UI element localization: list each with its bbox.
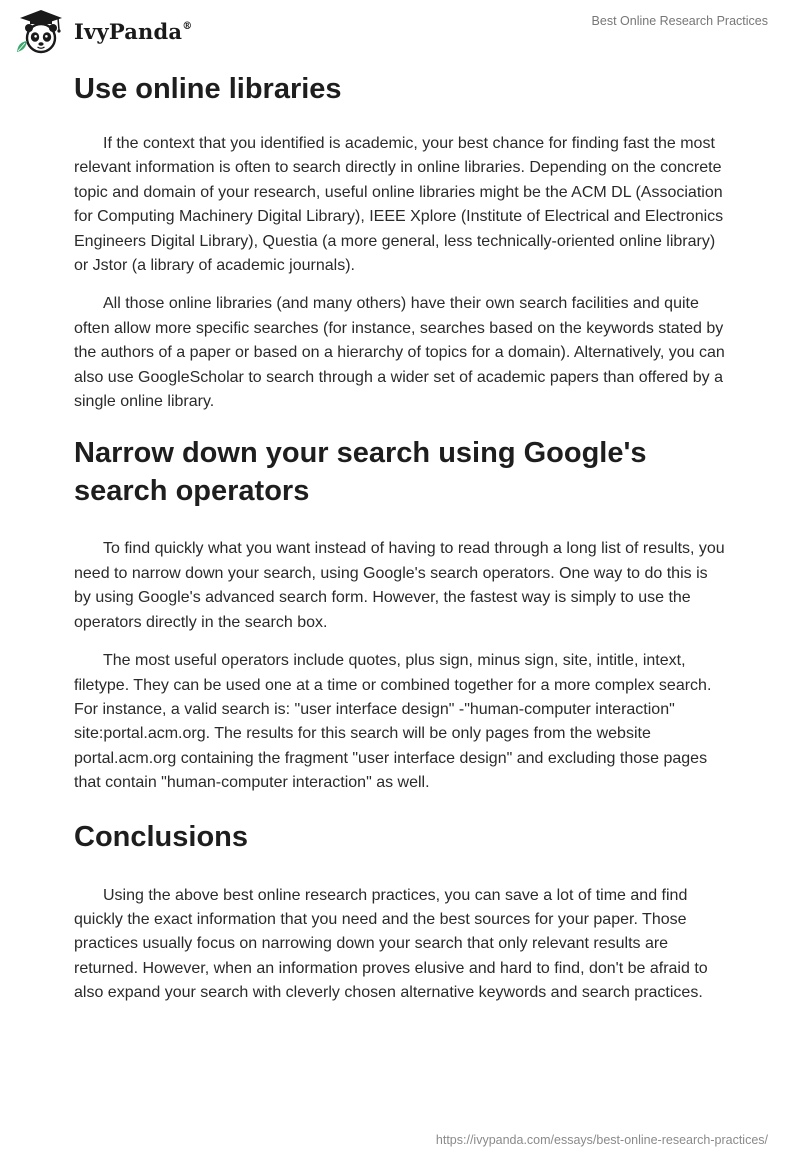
paragraph: If the context that you identified is academic, your best chance for finding fast the most relevant information is often to search directly in online libraries. Depending on the concrete topic and domain of your research, useful online libraries might be the ACM DL (Association for Computing Machinery Digital Library), IEEE Xplore (Institute of Electrical and Electronics Engineers Digital Library), Questia (a more general, less technically-oriented online library) or Jstor (a library of academic journals). bbox=[74, 135, 724, 275]
page-header bbox=[0, 0, 800, 60]
registered-mark: ® bbox=[182, 20, 193, 32]
paragraph: The most useful operators include quotes, plus sign, minus sign, site, intitle, intext, filetype. They can be used one at a time or combined together for a more complex search. For instance, a valid search is: "user interface design" -"human-computer interaction" site:portal.acm.org. The results for this search will be only pages from the website portal.acm.org containing the fragment "user interface design" and excluding those pages that contain "human-computer interaction" as well. bbox=[74, 652, 712, 792]
paragraph: Using the above best online research practices, you can save a lot of time and find quickly the exact information that you need and the best sources for your paper. Those practices usually focus on narrowing down your search that only relevant results are returned. However, when an information proves elusive and hard to find, don't be afraid to also expand your search with cleverly chosen alternative keywords and search practices. bbox=[74, 886, 708, 1002]
article-body bbox=[74, 70, 728, 1006]
document-title: Best Online Research Practices bbox=[591, 14, 768, 28]
paragraph: All those online libraries (and many others) have their own search facilities and quite often allow more specific searches (for instance, searches based on the keywords stated by the authors of a paper or based on a hierarchy of topics for a domain). Alternatively, you can also use GoogleScholar to search through a wider set of academic papers than offered by a single online library. bbox=[74, 295, 725, 411]
ivypanda-logo[interactable] bbox=[14, 8, 192, 54]
brand-name: IvyPanda® bbox=[74, 18, 193, 44]
panda-graduate-icon bbox=[14, 8, 68, 54]
section-heading: Conclusions bbox=[74, 820, 249, 853]
section-heading: Narrow down your search using Google's search operators bbox=[74, 437, 647, 508]
source-url-link[interactable]: https://ivypanda.com/essays/best-online-research-practices/ bbox=[435, 1133, 768, 1147]
paragraph: To find quickly what you want instead of having to read through a long list of results, you need to narrow down your search, using Google's search operators. One way to do this is by using Google's advanced search form. However, the fastest way is simply to use the operators directly in the search box. bbox=[74, 540, 725, 631]
section-heading: Use online libraries bbox=[74, 73, 342, 105]
